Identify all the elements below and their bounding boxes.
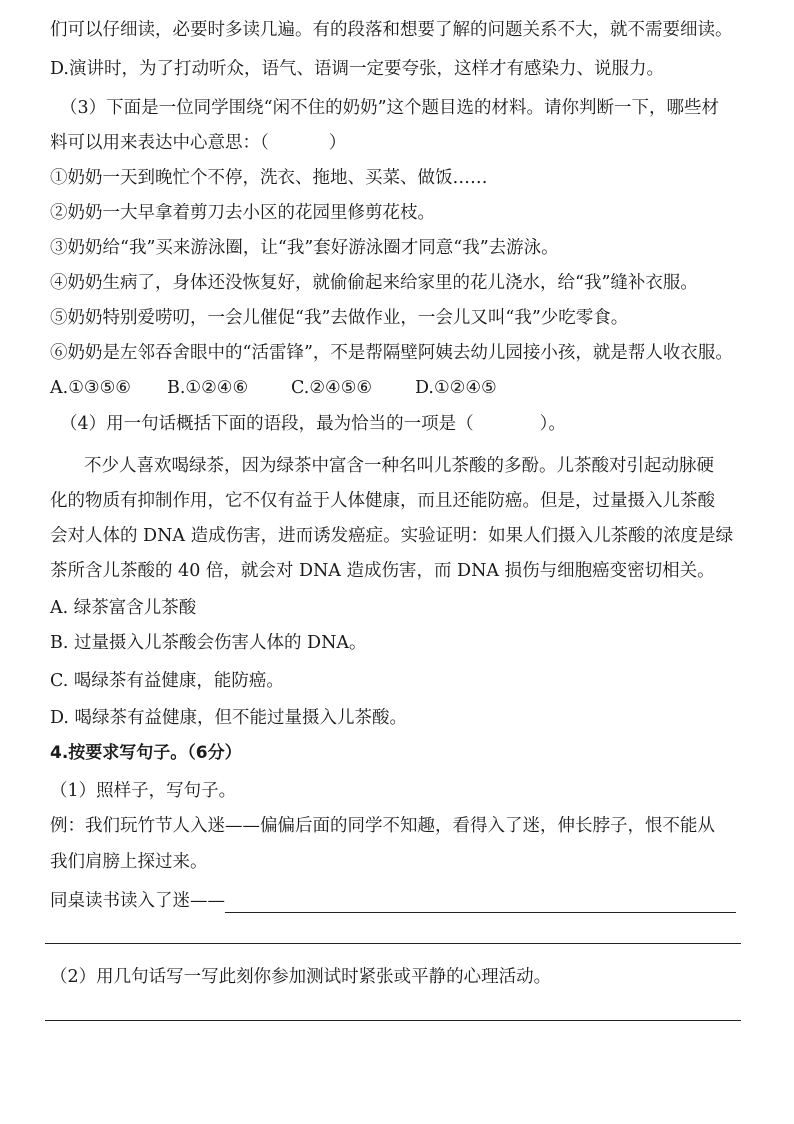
passage-line: 会对人体的 DNA 造成伤害，进而诱发癌症。实验证明：如果人们摄入儿茶酸的浓度是绿 (50, 526, 734, 546)
question-4-option-d[interactable]: D. 喝绿茶有益健康，但不能过量摄入儿茶酸。 (50, 708, 408, 728)
passage-line: 化的物质有抑制作用，它不仅有益于人体健康，而且还能防癌。但是，过量摄入儿茶酸 (50, 491, 715, 511)
passage-line: 茶所含儿茶酸的 40 倍，就会对 DNA 造成伤害，而 DNA 损伤与细胞癌变密切相关。 (50, 561, 715, 581)
material-4: ④奶奶生病了，身体还没恢复好，就偷偷起来给家里的花儿浇水，给“我”缝补衣服。 (50, 273, 698, 293)
section-4-title: 4.按要求写句子。（6分） (50, 743, 242, 763)
stem-close: ） (328, 133, 347, 153)
question-3-stem-cont (50, 131, 346, 155)
option-d-line: D.演讲时，为了打动听众，语气、语调一定要夸张，这样才有感染力、说服力。 (50, 59, 664, 79)
stem-text: （4）用一句话概括下面的语段，最为恰当的一项是（ (60, 414, 474, 434)
option-b[interactable]: B.①②④⑥ (167, 378, 249, 398)
question-3-options (50, 376, 497, 400)
answer-line[interactable] (45, 943, 741, 944)
section-4-part-1: （1）照样子，写句子。 (50, 781, 237, 801)
question-4-option-c[interactable]: C. 喝绿茶有益健康，能防癌。 (50, 671, 284, 691)
question-4-option-a[interactable]: A. 绿茶富含儿茶酸 (50, 598, 197, 618)
stem-close: ）。 (539, 414, 566, 434)
material-2: ②奶奶一大早拿着剪刀去小区的花园里修剪花枝。 (50, 203, 435, 223)
answer-line[interactable] (45, 1020, 741, 1021)
fill-sentence (50, 889, 736, 913)
fill-prompt: 同桌读书读入了迷—— (50, 891, 225, 911)
example-line: 我们肩膀上探过来。 (50, 852, 208, 872)
material-1: ①奶奶一天到晚忙个不停，洗衣、拖地、买菜、做饭…… (50, 168, 488, 188)
question-4-option-b[interactable]: B. 过量摄入儿茶酸会伤害人体的 DNA。 (50, 633, 367, 653)
example-line: 例：我们玩竹节人入迷——偏偏后面的同学不知趣，看得入了迷，伸长脖子，恨不能从 (50, 816, 715, 836)
section-4-part-2: （2）用几句话写一写此刻你参加测试时紧张或平静的心理活动。 (50, 967, 552, 987)
material-5: ⑤奶奶特别爱唠叨，一会儿催促“我”去做作业，一会儿又叫“我”少吃零食。 (50, 308, 629, 328)
question-4-stem (60, 412, 566, 436)
option-a[interactable]: A.①③⑤⑥ (50, 378, 131, 398)
option-d[interactable]: D.①②④⑤ (415, 378, 497, 398)
answer-line[interactable] (225, 894, 736, 913)
option-c[interactable]: C.②④⑤⑥ (291, 378, 373, 398)
material-6: ⑥奶奶是左邻吞舍眼中的“活雷锋”，不是帮隔壁阿姨去幼儿园接小孩，就是帮人收衣服。 (50, 343, 733, 363)
material-3: ③奶奶给“我”买来游泳圈，让“我”套好游泳圈才同意“我”去游泳。 (50, 238, 559, 258)
stem-text: 料可以用来表达中心意思：（ (50, 133, 269, 153)
text-line: 们可以仔细读，必要时多读几遍。有的段落和想要了解的问题关系不大，就不需要细读。 (50, 20, 733, 40)
question-3-stem: （3）下面是一位同学围绕“闲不住的奶奶”这个题目选的材料。请你判断一下，哪些材 (60, 98, 720, 118)
passage-line: 不少人喜欢喝绿茶，因为绿茶中富含一种名叫儿茶酸的多酚。儿茶酸对引起动脉硬 (84, 456, 714, 476)
